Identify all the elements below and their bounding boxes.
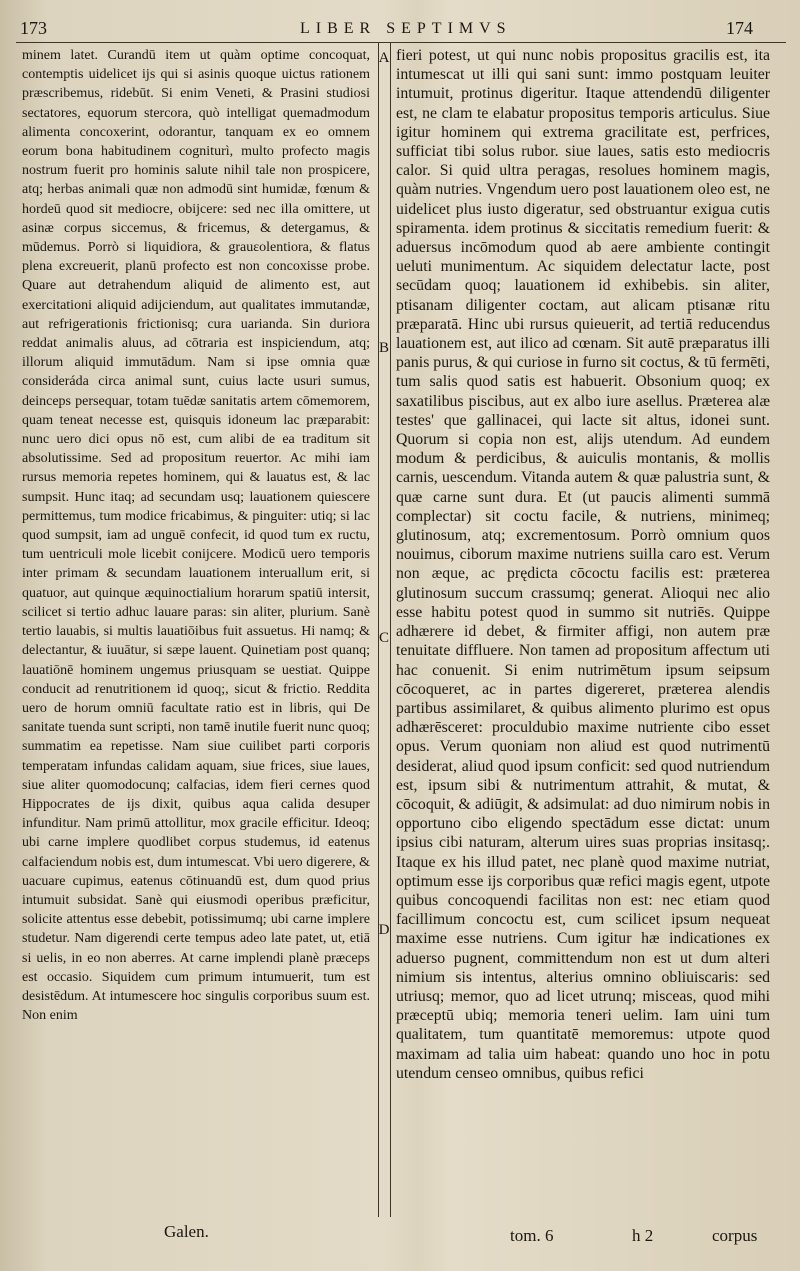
footer-catchword: corpus — [712, 1226, 758, 1245]
margin-mark-c: C — [378, 630, 389, 646]
folio-number-left: 173 — [20, 18, 47, 38]
folio-number-right: 174 — [726, 18, 753, 38]
page-footer — [0, 1222, 800, 1252]
header-rule — [16, 42, 786, 43]
running-title: LIBER SEPTIMVS — [300, 20, 512, 37]
column-rule-right — [390, 42, 391, 1217]
text-column-left — [22, 46, 370, 1216]
text-column-right — [396, 46, 770, 1216]
margin-mark-b: B — [378, 340, 389, 356]
page-header — [0, 18, 800, 42]
margin-mark-d: D — [378, 922, 390, 938]
footer-author: Galen. — [164, 1222, 209, 1241]
footer-volume: tom. 6 — [510, 1226, 554, 1245]
footer-signature: h 2 — [632, 1226, 654, 1245]
right-column-text: fieri potest, ut qui nunc nobis propositus gracilis est, ita intumescat ut illi qui sani sunt: immo postquam leuiter intumuit, protinus digeritur. Itaque attendendū diligenter est, ne clam te elabatur propositus temporis articulus. Siue igitur hominem qui extrema gracilitate est, perfrices, sufficiat tibi solus rubor. siue laues, satis esto mediocris calor. Si quid ultra peragas, resolues hominem magis, quàm nutries. Vngendum uero post lauationem oleo est, ne uidelicet plus iusto digeratur, sed obstruantur exigua cutis spiramenta. idem protinus & siccitatis remedium fuerit: & aduersus incōmodum quod ab aere ambiente contingit ueluti munimentum. Ac siquidem delectatur lacte, post secūdam quoq; lauationem id exhibebis. sin aliter, ptisanam diligenter coctam, aut alicam ptisanæ ritu præparatā. Hinc ubi rursus quieuerit, ad tertiā reducendus lauationem est, aut ilico ad cœnam. Sit autē præparatus illi panis purus, & qui curiose in furno sit coctus, & tū fermēti, tum salis quod satis est habuerit. Obsonium quoq; ex saxatilibus piscibus, aut ex albo iure asellus. Præterea alæ testes' que gallinacei, qui lacte sit altus, idonei sunt. Quorum si copia non est, alijs utendum. Ad eundem modum & perdicibus, & auiculis montanis, & mollis carnis, uescendum. Vitanda autem & quæ palustria sunt, & quæ carne sunt dura. Et (ut paucis alimenti summā complectar) sit coctu facile, & nutriens, minimeq; glutinosum, atq; excrementosum. Porrò omnium quos nouimus, ciborum maxime nutriens suilla caro est. Verum non æque, ac prędicta cōcoctu facilis est: præterea glutinosum succum crassumq; generat. Alioqui nec alio esse habitu potest quod in summo sit nutriēs. Quippe adhærere id debet, & firmiter affigi, non autem præ tenuitate diffluere. Non tamen ad propositum affectum uti hac conuenit. Si enim nutrimētum ipsum seipsum cōcoqueret, ac in partes digereret, præterea alendis partibus assimilaret, & quibus alimento plurimo est opus adhærēsceret: proculdubio maxime nutriente cibo esset opus. Verum quoniam non aliud est quod nutrimentū desiderat, aliud quod ipsum conficit: sed quod nutriendum est, ipsum sibi & nutrimentum attrahit, & mutat, & cōcoquit, & adiūgit, & adsimulat: ad duo nimirum nobis in opportuno cibo eligendo spectādum esse dictat: unum ipsius cibi naturam, alterum uires suas proprias insitasq;. Itaque ex his illud patet, nec planè quod maxime nutriat, optimum esse ijs corporibus quæ refici magis egent, utpote quibus concoquendi facilitas non est: nec etiam quod facillimum concoctu est, cum scilicet ipsum nequeat maxime esse nutriens. Cum igitur hæ indicationes ex aduerso pugnent, committendum non est ut dum alteri nimium sis intentus, alterius omnino obliuiscaris: sed utriusq; memor, quo ad licet utrunq; misceas, quod mihi præceptū ubiq; memoria teneri uelim. Iam uini tum qualitatem, tum quantitatē memoremus: utpote quod maximam ad talia uim habeat: quando uno hoc in potu utendum censeo omnibus, quibus refici — [396, 47, 770, 1082]
left-column-text: minem latet. Curandū item ut quàm optime concoquat, contemptis uidelicet ijs qui si asinis quoque uictus rationem præscribemus, ridebūt. Si enim Veneti, & Prasini studiosi sectatores, equorum stercora, quò intelligat quemadmodum alimenta concoxerint, odorantur, tanquam ex eo omnem eorum bona habitudinem cogniturì, multo profecto magis nostrum fuerit pro hominis salute nihil tale non prospicere, atq; herbas animali quæ non admodū sint humidæ, fœnum & hordeū quod sit mediocre, obijcere: sed nec illa omittere, ut asinæ corpus siccemus, & fricemus, & detergamus, & mūdemus. Porrò si liquidiora, & grauεolentiora, & flatus plena excreuerit, planū profecto est non concoxisse probe. Quare aut detrahendum aliquid de alimento est, aut exercitationi aliquid adijciendum, aut qualitates immutandæ, aut refrigerationis frictionisq; cura uarianda. Sin duriora reddat animalis aluus, ad cōtraria est inspiciendum, atq; illorum aliquid immutādum. Nam si ipse omnia quæ consideráda circa animal sunt, cuius lacte usuri sumus, deinceps persequar, totam tuēdæ sanitatis artem cōmemorem, quam teneat necesse est, quisquis idoneum lac præparabit: nunc uero dici opus nō est, cum alibi de ea traditum sit absolutissime. Sed ad propositum reuertor. Ac mihi iam rursus memoria repetes hominem, qui & lauatus est, & lac sumpsit. Hunc itaq; ad secundam usq; lauationem quiescere permittemus, tum modice fricabimus, & pinguiter: utiq; si lac quod sumpsit, iam ad unguē confecit, id quod tum ex ructu, tum uentriculi mole licebit conijcere. Modicū uero temporis inter primam & secundam lauationem interuallum erit, si quatuor, aut quinque æquinoctialium horarum spatiū intersit, scilicet si tertio adhuc lauare paras: sin aliter, plurium. Sanè tertio lauabis, si multis lauatiōibus fuit assuetus. Hi namq; & delectantur, & iuuātur, si sæpe lauent. Quinetiam post quanq; lauatiōnē hominem ungemus priusquam se uestiat. Quippe conducit ad renutritionem id quoq;, sicut & frictio. Reddita uero de horum omniū facultate ratio est in libris, qui De sanitate tuenda sunt scripti, non tamē inutile fuerit nunc quoq; summatim ea repetisse. Nam siue cuilibet parti corporis temperatam infundas calidam aquam, siue frices, siue laues, siue aliter quomodocunq; calfacias, idem fieri cernes quod Hippocrates de ijs dixit, quibus aqua calida desuper infunditur. Nam primū attollitur, mox gracile efficitur. Ideoq; ubi carne implere quodlibet corpus studemus, id eatenus calfaciendum nobis est, dum intumescat. Vbi uero digerere, & uacuare cupimus, eatenus cōtinuandū est, dum quod prius intumuit subsidat. Sanè qui eiusmodi operibus præficitur, solicite attentus esse debebit, potissimumq; ubi carne implere studetur. Nam digerendi certe tempus adeo late patet, ut, etiā si uelis, in eo non aberres. At carne implendi planè præceps est occasio. Siquidem cum primum intumuerit, tum est desistēdum. At intumescere hoc singulis corporibus suum est. Non enim — [22, 48, 370, 1024]
margin-mark-a: A — [378, 50, 390, 66]
